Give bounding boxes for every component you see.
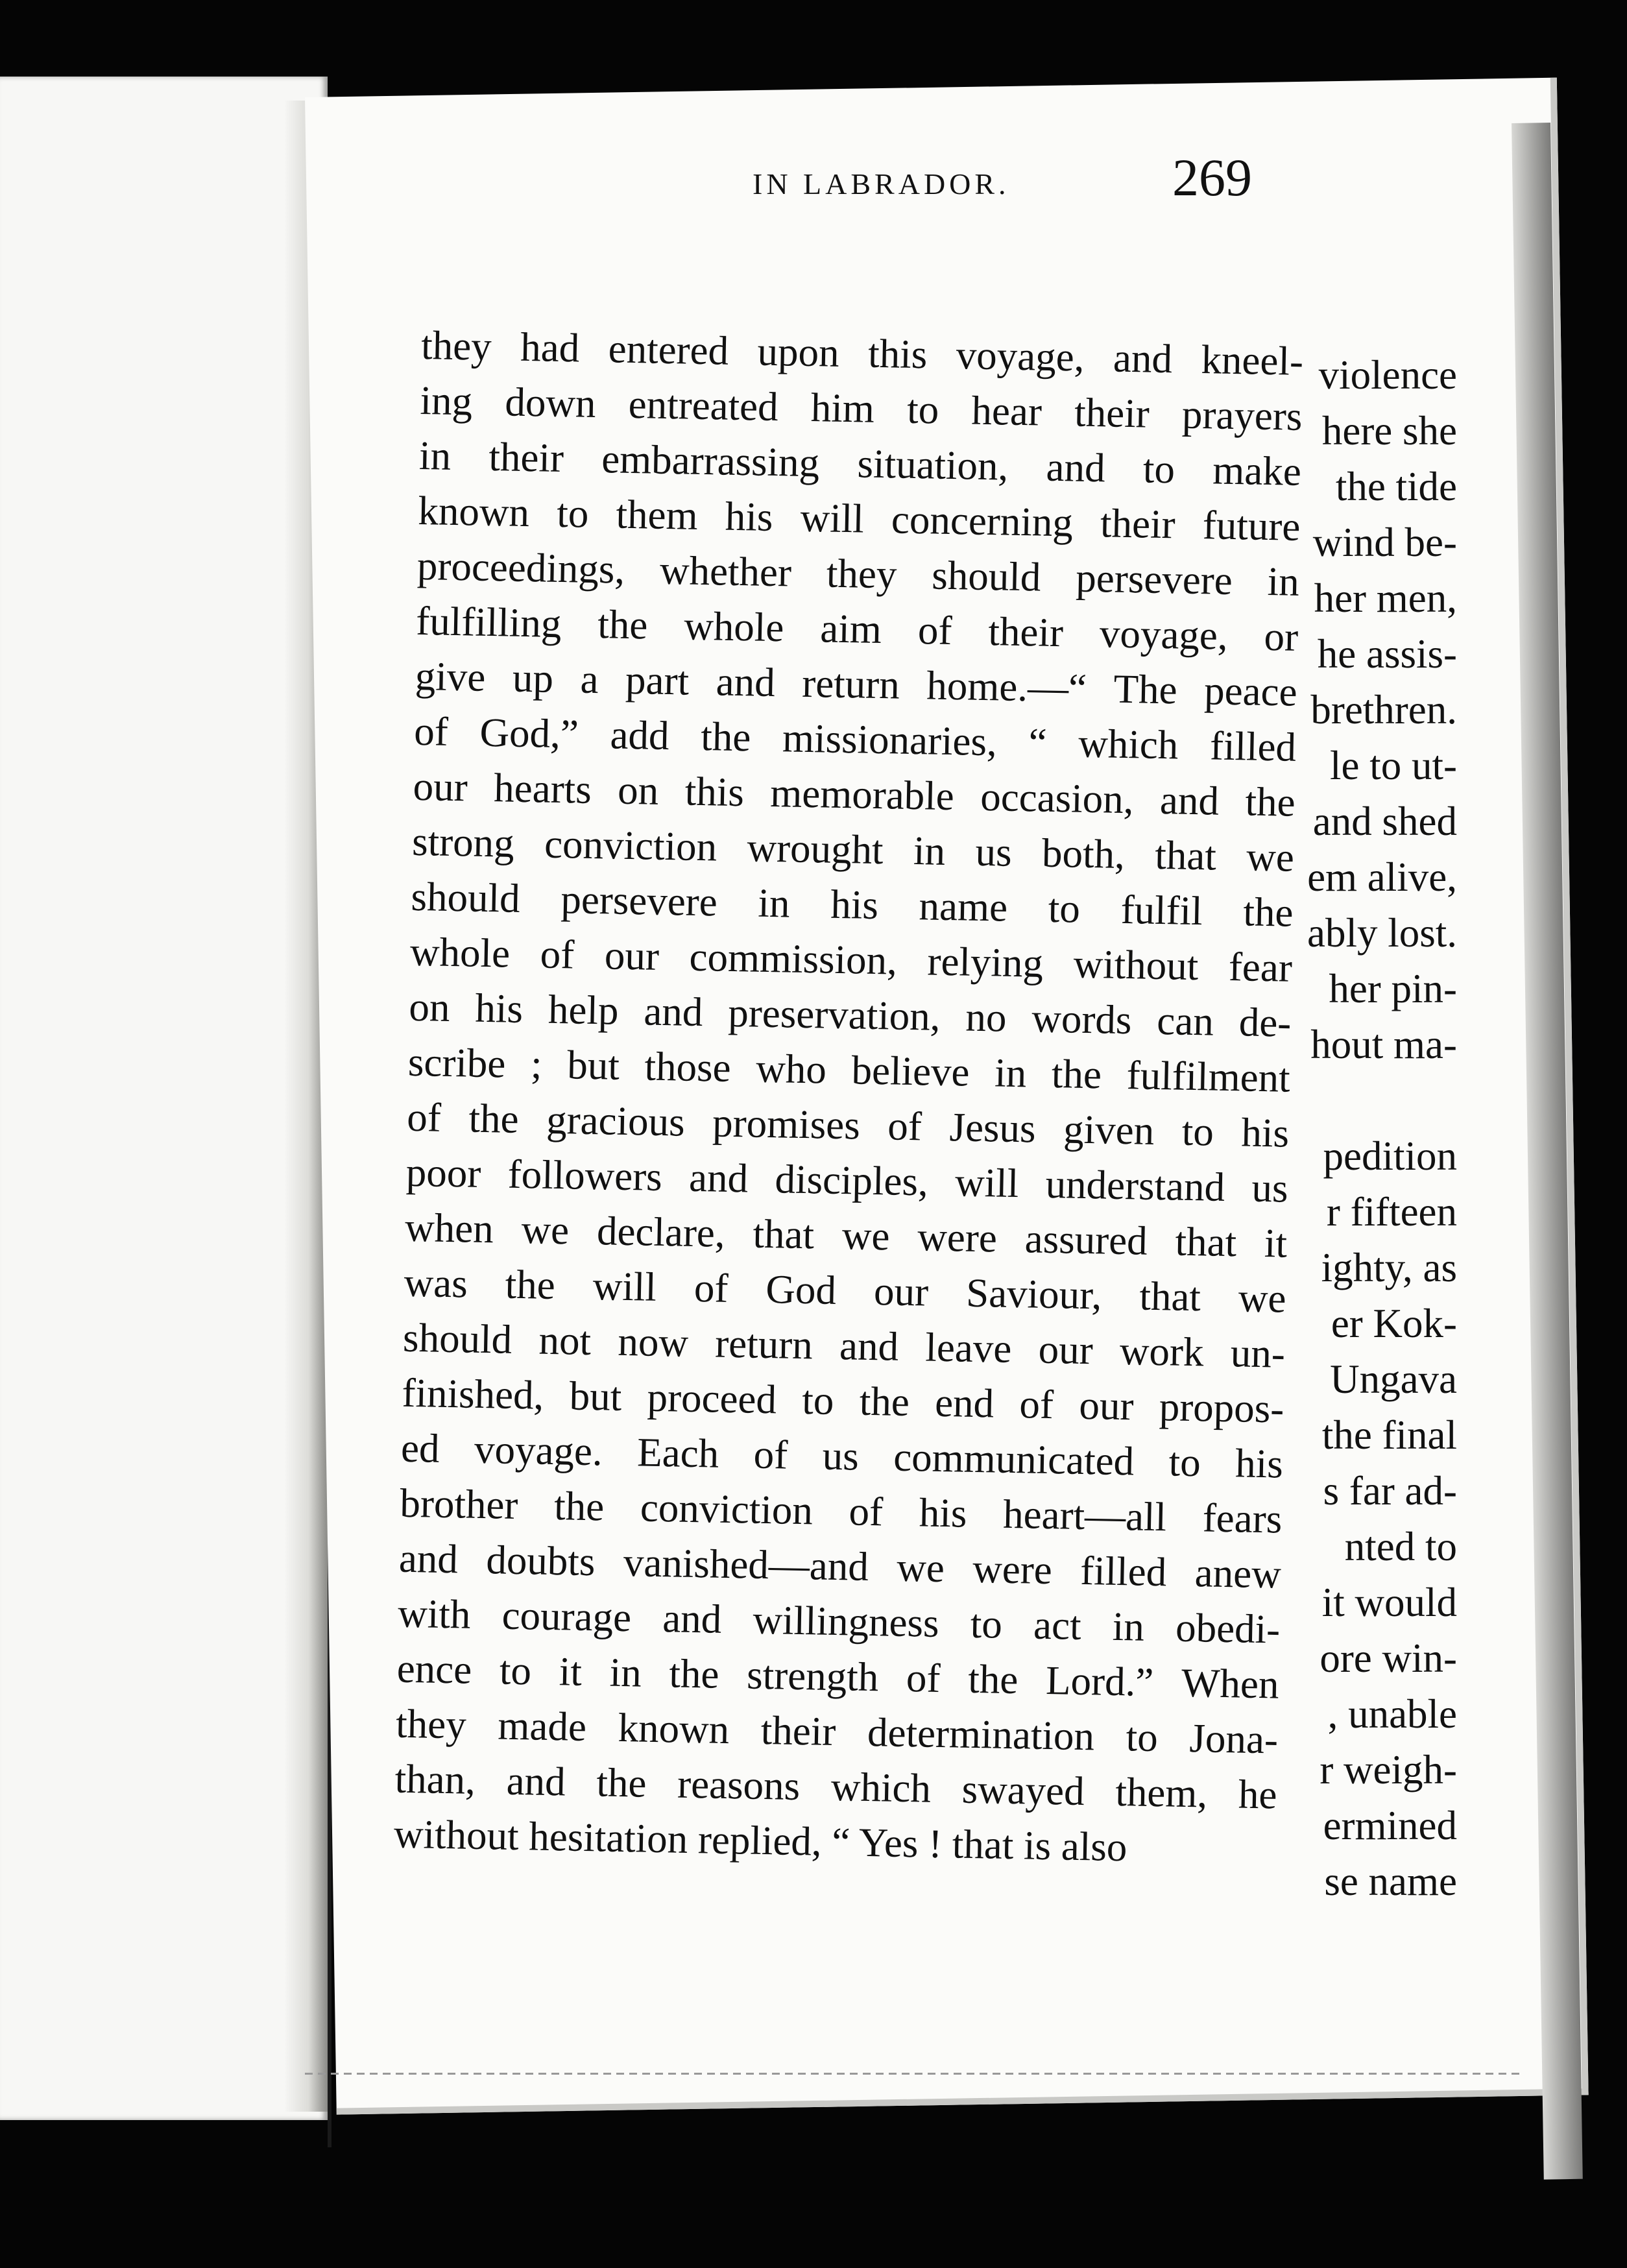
left-line: the tide bbox=[1335, 464, 1457, 509]
left-line: violence bbox=[1318, 352, 1457, 398]
left-line: wind be- bbox=[1312, 520, 1457, 565]
text-line: whole of our commission, relying without fear bbox=[409, 928, 1293, 991]
text-line: proceedings, whether they should persevere in bbox=[416, 542, 1300, 605]
left-line: se name bbox=[1324, 1859, 1457, 1904]
left-line: em alive, bbox=[1307, 854, 1457, 900]
text-line: when we declare, that we were assured that it bbox=[404, 1204, 1288, 1266]
running-title: IN LABRADOR. bbox=[753, 167, 1010, 200]
text-line: ence to it in the strength of the Lord.” When bbox=[396, 1645, 1280, 1707]
left-line: r weigh- bbox=[1320, 1747, 1457, 1792]
text-line: should not now return and leave our work un- bbox=[402, 1314, 1286, 1377]
left-line: le to ut- bbox=[1330, 743, 1457, 788]
left-line: and shed bbox=[1312, 799, 1457, 844]
text-line: known to them his will concerning their future bbox=[417, 487, 1301, 549]
text-line: poor followers and disciples, will understand us bbox=[405, 1149, 1289, 1211]
text-line: of the gracious promises of Jesus given to his bbox=[406, 1094, 1290, 1156]
left-line: , unable bbox=[1327, 1691, 1457, 1737]
left-line: pedition bbox=[1323, 1133, 1457, 1179]
text-line: brother the conviction of his heart—all fears bbox=[399, 1480, 1283, 1542]
left-line: her pin- bbox=[1329, 966, 1457, 1011]
left-line: brethren. bbox=[1310, 687, 1457, 732]
page-bottom-edge bbox=[305, 2073, 1525, 2075]
left-line: hout ma- bbox=[1310, 1022, 1457, 1067]
left-line: here she bbox=[1321, 408, 1457, 453]
left-line: er Kok- bbox=[1331, 1301, 1457, 1346]
text-line: should persevere in his name to fulfil the bbox=[411, 873, 1294, 935]
left-page-text bbox=[1298, 347, 1457, 1909]
left-line: he assis- bbox=[1317, 631, 1457, 677]
page-header bbox=[448, 147, 1252, 225]
left-line: s far ad- bbox=[1323, 1468, 1457, 1514]
text-line: give up a part and return home.—“ The peace bbox=[415, 653, 1298, 715]
text-line: our hearts on this memorable occasion, and the bbox=[413, 763, 1296, 825]
text-line: without hesitation replied, “ Yes ! that is also bbox=[393, 1811, 1128, 1870]
text-line: strong conviction wrought in us both, that we bbox=[411, 818, 1295, 880]
text-line: finished, but proceed to the end of our propos- bbox=[401, 1369, 1284, 1432]
text-line: they had entered upon this voyage, and kneel- bbox=[420, 322, 1304, 384]
text-line: than, and the reasons which swayed them, he bbox=[394, 1755, 1278, 1818]
left-line: Ungava bbox=[1330, 1357, 1457, 1402]
text-line: scribe ; but those who believe in the fulfilment bbox=[407, 1039, 1291, 1101]
left-line: nted to bbox=[1344, 1524, 1457, 1569]
left-line: ore win- bbox=[1320, 1635, 1457, 1681]
left-line: ermined bbox=[1323, 1803, 1457, 1848]
text-line: with courage and willingness to act in obedi- bbox=[397, 1590, 1281, 1652]
left-page bbox=[0, 77, 328, 2120]
text-line: ing down entreated him to hear their prayers bbox=[420, 377, 1303, 439]
text-line: was the will of God our Saviour, that we bbox=[404, 1259, 1287, 1321]
text-line: ed voyage. Each of us communicated to his bbox=[400, 1425, 1284, 1487]
paragraph-gap bbox=[1298, 1072, 1457, 1128]
text-line: they made known their determination to Jona- bbox=[395, 1700, 1279, 1763]
left-line: her men, bbox=[1314, 575, 1457, 621]
left-line: the final bbox=[1321, 1412, 1457, 1458]
text-line: of God,” add the missionaries, “ which filled bbox=[413, 708, 1297, 770]
left-line: r fifteen bbox=[1326, 1189, 1457, 1235]
text-line: on his help and preservation, no words can de- bbox=[408, 983, 1292, 1046]
body-text bbox=[393, 318, 1303, 1878]
left-line: it would bbox=[1321, 1580, 1457, 1625]
text-line: in their embarrassing situation, and to make bbox=[418, 432, 1302, 494]
text-line: and doubts vanished—and we were filled anew bbox=[398, 1535, 1282, 1597]
page-number: 269 bbox=[1172, 148, 1252, 207]
left-line: ighty, as bbox=[1321, 1245, 1457, 1290]
left-line: ably lost. bbox=[1307, 910, 1457, 956]
text-line: fulfilling the whole aim of their voyage, or bbox=[415, 597, 1299, 660]
